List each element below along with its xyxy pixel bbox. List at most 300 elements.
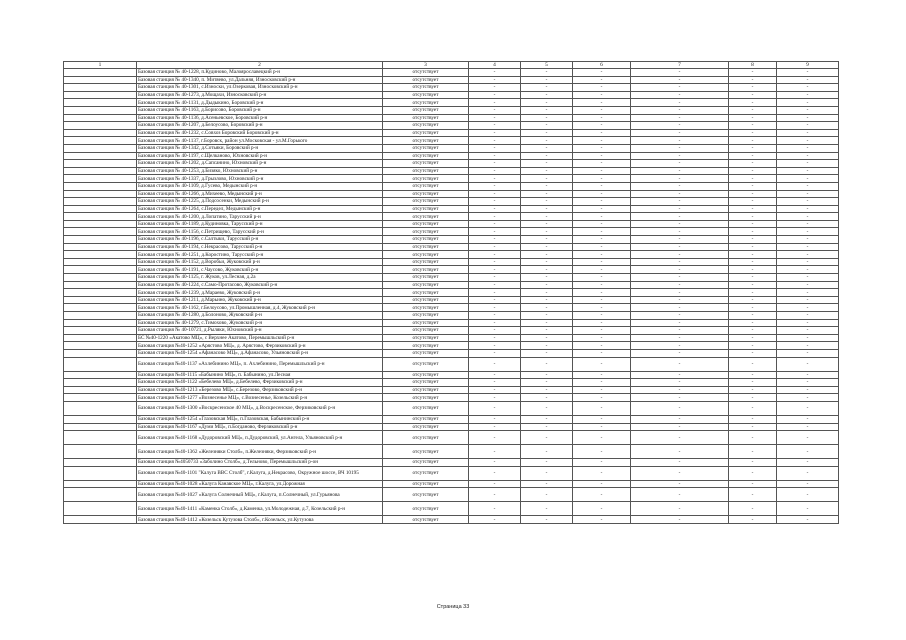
value-cell-col4: - <box>469 266 521 274</box>
value-cell-col4: - <box>469 394 521 402</box>
row-index-cell <box>64 296 137 304</box>
value-cell-col7: - <box>631 502 729 516</box>
value-cell-col5: - <box>521 205 573 213</box>
station-name-cell: Базовая станция № 40-1279, с.Тимохово, Жуковский р-н <box>137 319 383 327</box>
column-header-3: 3 <box>383 62 469 69</box>
value-cell-col7: - <box>631 266 729 274</box>
value-cell-col9: - <box>777 236 839 244</box>
status-cell: отсутствует <box>383 122 469 130</box>
table-row <box>64 349 839 357</box>
status-cell: отсутствует <box>383 281 469 289</box>
value-cell-col7: - <box>631 516 729 524</box>
value-cell-col4: - <box>469 342 521 350</box>
station-name-cell: Базовая станция № 40-1273, д.Мощахи, Износковский р-н <box>137 91 383 99</box>
status-cell: отсутствует <box>383 137 469 145</box>
status-cell: отсутствует <box>383 91 469 99</box>
status-cell: отсутствует <box>383 516 469 524</box>
value-cell-col7: - <box>631 289 729 297</box>
status-cell: отсутствует <box>383 205 469 213</box>
row-index-cell <box>64 122 137 130</box>
table-row <box>64 182 839 190</box>
row-index-cell <box>64 91 137 99</box>
station-name-cell: Базовая станция № 40-1225, д.Подсосенки, Медынский р-н <box>137 198 383 206</box>
station-name-cell: БС №40-1220 «Акатово МЦ», с Верхнее Акатово, Перемышльский р-н <box>137 334 383 342</box>
value-cell-col9: - <box>777 243 839 251</box>
value-cell-col4: - <box>469 236 521 244</box>
status-cell: отсутствует <box>383 312 469 320</box>
value-cell-col5: - <box>521 281 573 289</box>
value-cell-col5: - <box>521 175 573 183</box>
value-cell-col4: - <box>469 415 521 423</box>
value-cell-col7: - <box>631 175 729 183</box>
station-name-cell: Базовая станция №40-1168 «Дудоровский МЦ», п.Дудоровский, ул.Ангела, Ульяновский р-н <box>137 431 383 445</box>
table-row <box>64 342 839 350</box>
value-cell-col5: - <box>521 213 573 221</box>
table-row <box>64 445 839 459</box>
row-index-cell <box>64 167 137 175</box>
value-cell-col9: - <box>777 228 839 236</box>
status-cell: отсутствует <box>383 160 469 168</box>
value-cell-col9: - <box>777 312 839 320</box>
value-cell-col9: - <box>777 198 839 206</box>
value-cell-col6: - <box>573 167 631 175</box>
row-index-cell <box>64 480 137 488</box>
status-cell: отсутствует <box>383 190 469 198</box>
table-row <box>64 394 839 402</box>
value-cell-col7: - <box>631 349 729 357</box>
column-header-2: 2 <box>137 62 383 69</box>
row-index-cell <box>64 357 137 371</box>
status-cell: отсутствует <box>383 379 469 387</box>
value-cell-col4: - <box>469 106 521 114</box>
table-row <box>64 198 839 206</box>
station-name-cell: Базовая станция № 40-1253, д.Бизяко, Юхновский р-н <box>137 167 383 175</box>
station-name-cell: Базовая станция №40-1027 «Калуга Солнечный МЦ», г.Калуга, п.Солнечный, ул.Гурьянова <box>137 488 383 502</box>
value-cell-col4: - <box>469 182 521 190</box>
status-cell: отсутствует <box>383 84 469 92</box>
value-cell-col8: - <box>729 423 777 431</box>
value-cell-col9: - <box>777 502 839 516</box>
station-name-cell: Базовая станция № 40-1239, д.Мараево, Жуковский р-н <box>137 289 383 297</box>
value-cell-col7: - <box>631 114 729 122</box>
value-cell-col5: - <box>521 236 573 244</box>
value-cell-col6: - <box>573 319 631 327</box>
value-cell-col7: - <box>631 99 729 107</box>
value-cell-col7: - <box>631 327 729 335</box>
table-row <box>64 129 839 137</box>
value-cell-col5: - <box>521 258 573 266</box>
value-cell-col4: - <box>469 281 521 289</box>
value-cell-col4: - <box>469 190 521 198</box>
value-cell-col6: - <box>573 386 631 394</box>
value-cell-col5: - <box>521 69 573 77</box>
value-cell-col4: - <box>469 99 521 107</box>
value-cell-col5: - <box>521 129 573 137</box>
station-name-cell: Базовая станция №40-1101 "Калуга ВВС Столб", г.Калуга, д.Некрасово, Окружное шоссе, ВЧ 10195 <box>137 466 383 480</box>
value-cell-col8: - <box>729 144 777 152</box>
value-cell-col6: - <box>573 213 631 221</box>
status-cell: отсутствует <box>383 394 469 402</box>
value-cell-col7: - <box>631 220 729 228</box>
value-cell-col4: - <box>469 137 521 145</box>
value-cell-col8: - <box>729 251 777 259</box>
value-cell-col4: - <box>469 220 521 228</box>
station-name-cell: Базовая станция № 40-1125, г. Жуков, ул.Лесная, д.2а <box>137 274 383 282</box>
column-header-9: 9 <box>777 62 839 69</box>
status-cell: отсутствует <box>383 319 469 327</box>
value-cell-col8: - <box>729 296 777 304</box>
value-cell-col7: - <box>631 304 729 312</box>
value-cell-col7: - <box>631 243 729 251</box>
table-row <box>64 236 839 244</box>
value-cell-col8: - <box>729 289 777 297</box>
value-cell-col6: - <box>573 137 631 145</box>
status-cell: отсутствует <box>383 327 469 335</box>
status-cell: отсутствует <box>383 334 469 342</box>
value-cell-col5: - <box>521 488 573 502</box>
value-cell-col8: - <box>729 386 777 394</box>
value-cell-col7: - <box>631 466 729 480</box>
row-index-cell <box>64 431 137 445</box>
value-cell-col5: - <box>521 445 573 459</box>
value-cell-col8: - <box>729 516 777 524</box>
status-cell: отсутствует <box>383 401 469 415</box>
table-row <box>64 251 839 259</box>
status-cell: отсутствует <box>383 99 469 107</box>
station-name-cell: Базовая станция №40-1254 «Афанасово МЦ», д.Афанасово, Ульяновский р-н <box>137 349 383 357</box>
value-cell-col8: - <box>729 175 777 183</box>
value-cell-col7: - <box>631 76 729 84</box>
value-cell-col5: - <box>521 289 573 297</box>
value-cell-col9: - <box>777 266 839 274</box>
value-cell-col6: - <box>573 431 631 445</box>
value-cell-col6: - <box>573 236 631 244</box>
value-cell-col9: - <box>777 274 839 282</box>
table-row <box>64 274 839 282</box>
row-index-cell <box>64 312 137 320</box>
value-cell-col4: - <box>469 319 521 327</box>
value-cell-col5: - <box>521 342 573 350</box>
value-cell-col4: - <box>469 480 521 488</box>
value-cell-col7: - <box>631 190 729 198</box>
status-cell: отсутствует <box>383 386 469 394</box>
table-row <box>64 160 839 168</box>
value-cell-col6: - <box>573 160 631 168</box>
value-cell-col6: - <box>573 122 631 130</box>
station-name-cell: Базовая станция №40-1213 «Березово МЦ», с.Березово, Ферзиковский р-н <box>137 386 383 394</box>
table-row <box>64 466 839 480</box>
value-cell-col8: - <box>729 431 777 445</box>
value-cell-col5: - <box>521 349 573 357</box>
value-cell-col6: - <box>573 182 631 190</box>
value-cell-col8: - <box>729 243 777 251</box>
status-cell: отсутствует <box>383 349 469 357</box>
station-name-cell: Базовая станция №40-1300 «Воскресенское 40 МЦ», д.Воскресенское, Ферзиковский р-н <box>137 401 383 415</box>
value-cell-col5: - <box>521 357 573 371</box>
value-cell-col7: - <box>631 371 729 379</box>
value-cell-col7: - <box>631 205 729 213</box>
value-cell-col8: - <box>729 266 777 274</box>
value-cell-col8: - <box>729 258 777 266</box>
value-cell-col4: - <box>469 114 521 122</box>
value-cell-col4: - <box>469 312 521 320</box>
value-cell-col9: - <box>777 415 839 423</box>
value-cell-col8: - <box>729 334 777 342</box>
stations-table <box>63 61 839 524</box>
value-cell-col6: - <box>573 296 631 304</box>
row-index-cell <box>64 160 137 168</box>
value-cell-col4: - <box>469 327 521 335</box>
table-row <box>64 415 839 423</box>
value-cell-col5: - <box>521 251 573 259</box>
value-cell-col4: - <box>469 84 521 92</box>
row-index-cell <box>64 243 137 251</box>
value-cell-col5: - <box>521 312 573 320</box>
station-name-cell: Базовая станция № 40-1162, г.Белоусово, ул.Промышленная, д.4, Жуковский р-н <box>137 304 383 312</box>
value-cell-col4: - <box>469 423 521 431</box>
value-cell-col7: - <box>631 480 729 488</box>
table-row <box>64 137 839 145</box>
value-cell-col7: - <box>631 379 729 387</box>
station-name-cell: Базовая станция № 40-1301, с.Износки, ул.Озерковая, Износковский р-н <box>137 84 383 92</box>
value-cell-col6: - <box>573 480 631 488</box>
value-cell-col6: - <box>573 152 631 160</box>
value-cell-col9: - <box>777 114 839 122</box>
value-cell-col8: - <box>729 84 777 92</box>
value-cell-col5: - <box>521 516 573 524</box>
table-row <box>64 357 839 371</box>
value-cell-col8: - <box>729 190 777 198</box>
station-name-cell: Базовая станция № 40-1228, п.Кудиново, Малоярославецкий р-н <box>137 69 383 77</box>
table-row <box>64 258 839 266</box>
value-cell-col6: - <box>573 251 631 259</box>
value-cell-col9: - <box>777 296 839 304</box>
value-cell-col4: - <box>469 357 521 371</box>
value-cell-col7: - <box>631 213 729 221</box>
row-index-cell <box>64 220 137 228</box>
status-cell: отсутствует <box>383 502 469 516</box>
value-cell-col9: - <box>777 488 839 502</box>
row-index-cell <box>64 198 137 206</box>
status-cell: отсутствует <box>383 274 469 282</box>
row-index-cell <box>64 379 137 387</box>
value-cell-col4: - <box>469 466 521 480</box>
value-cell-col4: - <box>469 129 521 137</box>
station-name-cell: Базовая станция № 40-1207, д.Белоусово, Боровский р-н <box>137 122 383 130</box>
value-cell-col4: - <box>469 144 521 152</box>
station-name-cell: Базовая станция № 40-1156, с.Петрищево, Тарусский р-н <box>137 228 383 236</box>
value-cell-col8: - <box>729 228 777 236</box>
value-cell-col5: - <box>521 327 573 335</box>
value-cell-col4: - <box>469 91 521 99</box>
row-index-cell <box>64 386 137 394</box>
value-cell-col8: - <box>729 394 777 402</box>
column-header-5: 5 <box>521 62 573 69</box>
value-cell-col5: - <box>521 431 573 445</box>
value-cell-col6: - <box>573 205 631 213</box>
value-cell-col7: - <box>631 296 729 304</box>
value-cell-col9: - <box>777 213 839 221</box>
value-cell-col6: - <box>573 423 631 431</box>
value-cell-col8: - <box>729 312 777 320</box>
status-cell: отсутствует <box>383 459 469 467</box>
station-name-cell: Базовая станция №40-1122 «Бебелево МЦ», д.Бебелево, Ферзиковский р-н <box>137 379 383 387</box>
value-cell-col7: - <box>631 84 729 92</box>
value-cell-col8: - <box>729 445 777 459</box>
station-name-cell: Базовая станция №40-1115 «Бабынино МЦ», п. Бабынино, ул.Лесная <box>137 371 383 379</box>
value-cell-col8: - <box>729 99 777 107</box>
value-cell-col5: - <box>521 106 573 114</box>
value-cell-col4: - <box>469 304 521 312</box>
value-cell-col6: - <box>573 342 631 350</box>
value-cell-col7: - <box>631 415 729 423</box>
status-cell: отсутствует <box>383 129 469 137</box>
value-cell-col7: - <box>631 137 729 145</box>
station-name-cell: Базовая станция №40-1412 «Козельск Кутузова Столб», г.Козельск, ул.Кутузова <box>137 516 383 524</box>
station-name-cell: Базовая станция №40-1028 «Калуга Канавское МЦ», г.Калуга, ул.Дорожная <box>137 480 383 488</box>
value-cell-col7: - <box>631 167 729 175</box>
value-cell-col8: - <box>729 342 777 350</box>
value-cell-col8: - <box>729 114 777 122</box>
row-index-cell <box>64 213 137 221</box>
row-index-cell <box>64 445 137 459</box>
value-cell-col4: - <box>469 258 521 266</box>
station-name-cell: Базовая станция № 40-1197, с.Щелканово, Юхновский р-н <box>137 152 383 160</box>
value-cell-col9: - <box>777 394 839 402</box>
value-cell-col4: - <box>469 445 521 459</box>
row-index-cell <box>64 371 137 379</box>
value-cell-col6: - <box>573 266 631 274</box>
value-cell-col4: - <box>469 334 521 342</box>
row-index-cell <box>64 137 137 145</box>
value-cell-col6: - <box>573 312 631 320</box>
station-name-cell: Базовая станция № 40-1202, д.Сапсанино, Юхновский р-н <box>137 160 383 168</box>
value-cell-col8: - <box>729 160 777 168</box>
value-cell-col9: - <box>777 144 839 152</box>
value-cell-col5: - <box>521 401 573 415</box>
value-cell-col6: - <box>573 289 631 297</box>
value-cell-col7: - <box>631 319 729 327</box>
value-cell-col9: - <box>777 137 839 145</box>
value-cell-col4: - <box>469 296 521 304</box>
status-cell: отсутствует <box>383 243 469 251</box>
value-cell-col7: - <box>631 386 729 394</box>
value-cell-col9: - <box>777 205 839 213</box>
value-cell-col6: - <box>573 466 631 480</box>
status-cell: отсутствует <box>383 296 469 304</box>
row-index-cell <box>64 516 137 524</box>
station-name-cell: Базовая станция № 40-1194, с.Некрасово, Тарусский р-н <box>137 243 383 251</box>
table-row <box>64 213 839 221</box>
row-index-cell <box>64 289 137 297</box>
value-cell-col4: - <box>469 459 521 467</box>
row-index-cell <box>64 175 137 183</box>
value-cell-col7: - <box>631 258 729 266</box>
value-cell-col8: - <box>729 357 777 371</box>
value-cell-col8: - <box>729 122 777 130</box>
status-cell: отсутствует <box>383 371 469 379</box>
table-row <box>64 516 839 524</box>
row-index-cell <box>64 401 137 415</box>
value-cell-col5: - <box>521 190 573 198</box>
value-cell-col5: - <box>521 114 573 122</box>
status-cell: отсутствует <box>383 431 469 445</box>
row-index-cell <box>64 152 137 160</box>
value-cell-col8: - <box>729 69 777 77</box>
value-cell-col9: - <box>777 175 839 183</box>
value-cell-col9: - <box>777 281 839 289</box>
status-cell: отсутствует <box>383 488 469 502</box>
value-cell-col5: - <box>521 220 573 228</box>
column-header-6: 6 <box>573 62 631 69</box>
value-cell-col7: - <box>631 144 729 152</box>
value-cell-col7: - <box>631 69 729 77</box>
station-name-cell: Базовая станция № 40-1232, с.Совхоз Боровский Боровский р-н <box>137 129 383 137</box>
status-cell: отсутствует <box>383 220 469 228</box>
value-cell-col6: - <box>573 415 631 423</box>
status-cell: отсутствует <box>383 182 469 190</box>
row-index-cell <box>64 415 137 423</box>
station-name-cell: Базовая станция № 40-1109, д.Гусево, Медынский р-н <box>137 182 383 190</box>
status-cell: отсутствует <box>383 289 469 297</box>
value-cell-col4: - <box>469 371 521 379</box>
row-index-cell <box>64 423 137 431</box>
value-cell-col9: - <box>777 459 839 467</box>
status-cell: отсутствует <box>383 423 469 431</box>
value-cell-col8: - <box>729 488 777 502</box>
value-cell-col7: - <box>631 281 729 289</box>
row-index-cell <box>64 144 137 152</box>
column-header-1: 1 <box>64 62 137 69</box>
value-cell-col7: - <box>631 122 729 130</box>
value-cell-col7: - <box>631 251 729 259</box>
station-name-cell: Базовая станция №40-1362 «Железняки Столб», п.Железняки, Ферзиковский р-н <box>137 445 383 459</box>
row-index-cell <box>64 69 137 77</box>
value-cell-col5: - <box>521 167 573 175</box>
station-name-cell: Базовая станция №4050733 «Заболино Столб», д.Тельново, Перемышльский р-он <box>137 459 383 467</box>
value-cell-col4: - <box>469 386 521 394</box>
value-cell-col6: - <box>573 129 631 137</box>
station-name-cell: Базовая станция № 40-1340, п. Митяево, ул.Дальняя, Износковский р-н <box>137 76 383 84</box>
station-name-cell: Базовая станция № 40-1251, д.Коростино, Тарусский р-н <box>137 251 383 259</box>
status-cell: отсутствует <box>383 357 469 371</box>
value-cell-col7: - <box>631 91 729 99</box>
table-row <box>64 423 839 431</box>
value-cell-col4: - <box>469 76 521 84</box>
row-index-cell <box>64 251 137 259</box>
value-cell-col5: - <box>521 459 573 467</box>
value-cell-col6: - <box>573 371 631 379</box>
value-cell-col8: - <box>729 76 777 84</box>
column-header-7: 7 <box>631 62 729 69</box>
value-cell-col8: - <box>729 502 777 516</box>
station-name-cell: Базовая станция № 40-1196, с.Салтыки, Тарусский р-н <box>137 236 383 244</box>
value-cell-col5: - <box>521 266 573 274</box>
station-name-cell: Базовая станция № 40-1280, д.Болоново, Жуковский р-н <box>137 312 383 320</box>
value-cell-col5: - <box>521 371 573 379</box>
value-cell-col9: - <box>777 182 839 190</box>
value-cell-col4: - <box>469 205 521 213</box>
value-cell-col9: - <box>777 466 839 480</box>
table-row <box>64 228 839 236</box>
value-cell-col8: - <box>729 401 777 415</box>
row-index-cell <box>64 327 137 335</box>
value-cell-col5: - <box>521 274 573 282</box>
station-name-cell: Базовая станция № 40-1163, д.Борисово, Боровский р-н <box>137 106 383 114</box>
status-cell: отсутствует <box>383 114 469 122</box>
row-index-cell <box>64 114 137 122</box>
table-row <box>64 327 839 335</box>
